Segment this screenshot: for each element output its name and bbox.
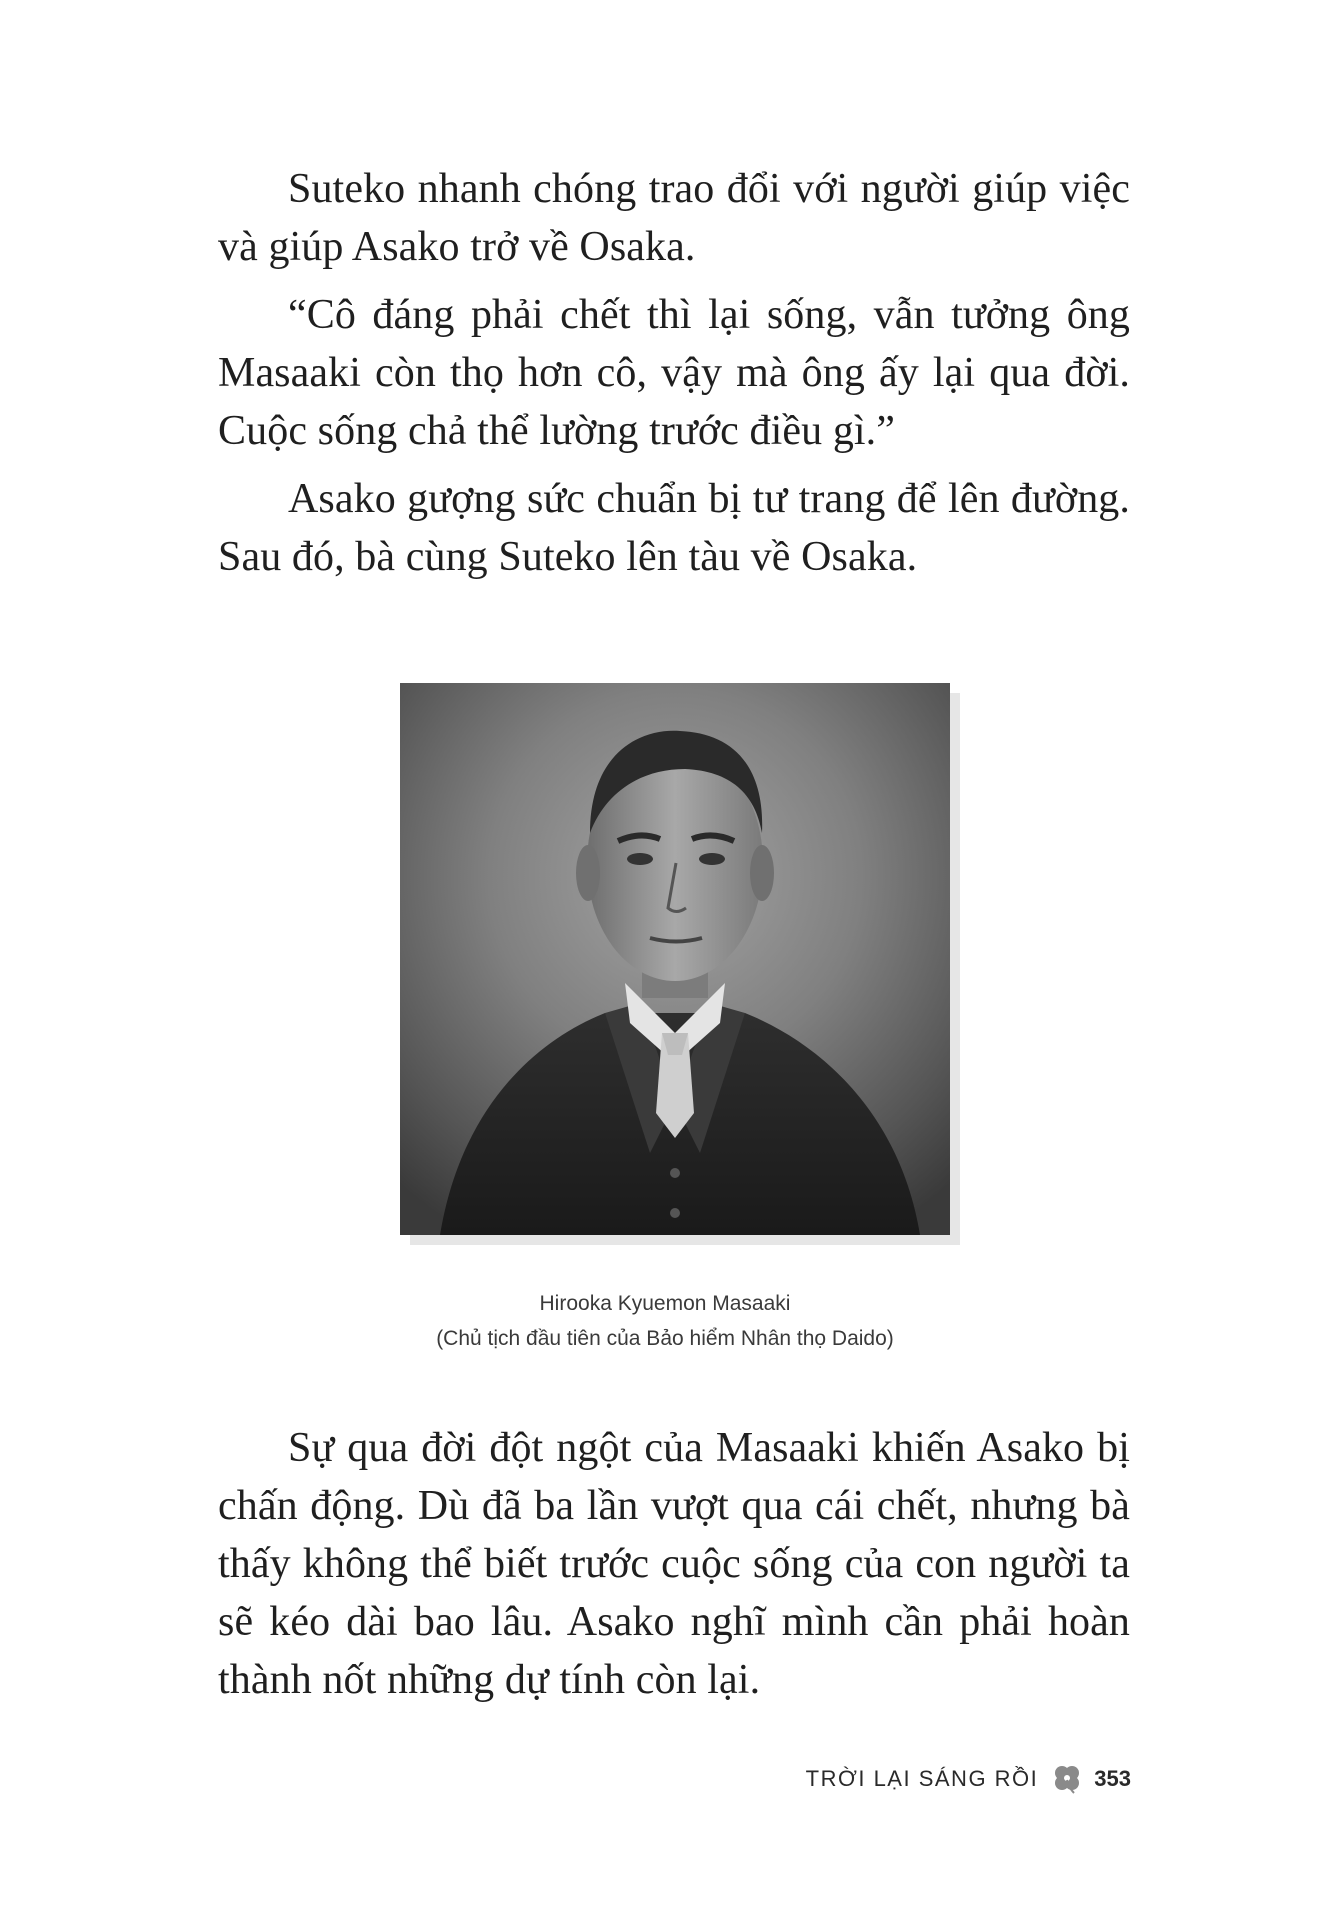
body-text-bottom [218, 1419, 1130, 1719]
portrait-figure [400, 683, 950, 1235]
portrait-photo [400, 683, 950, 1235]
running-title: TRỜI LẠI SÁNG RỒI [805, 1766, 1039, 1791]
photo-caption-name: Hirooka Kyuemon Masaaki [539, 1292, 791, 1315]
body-text-top [218, 160, 1130, 596]
page-number: 353 [1094, 1766, 1131, 1791]
photo-caption-role: (Chủ tịch đầu tiên của Bảo hiểm Nhân thọ Daido) [436, 1327, 894, 1350]
page-footer [806, 1762, 1131, 1796]
portrait-illustration [400, 683, 950, 1235]
paragraph: “Cô đáng phải chết thì lại sống, vẫn tưởng ông Masaaki còn thọ hơn cô, vậy mà ông ấy lại qua đời. Cuộc sống chả thể lường trước điều gì.” [218, 292, 1130, 454]
paragraph: Sự qua đời đột ngột của Masaaki khiến Asako bị chấn động. Dù đã ba lần vượt qua cái chết, nhưng bà thấy không thể biết trước cuộc sống của con người ta sẽ kéo dài bao lâu. Asako nghĩ mình cần phải hoàn thành nốt những dự tính còn lại. [218, 1425, 1130, 1703]
paragraph: Asako gượng sức chuẩn bị tư trang để lên đường. Sau đó, bà cùng Suteko lên tàu về Osaka. [218, 476, 1130, 580]
clover-icon [1050, 1762, 1084, 1796]
paragraph: Suteko nhanh chóng trao đổi với người giúp việc và giúp Asako trở về Osaka. [218, 166, 1130, 270]
